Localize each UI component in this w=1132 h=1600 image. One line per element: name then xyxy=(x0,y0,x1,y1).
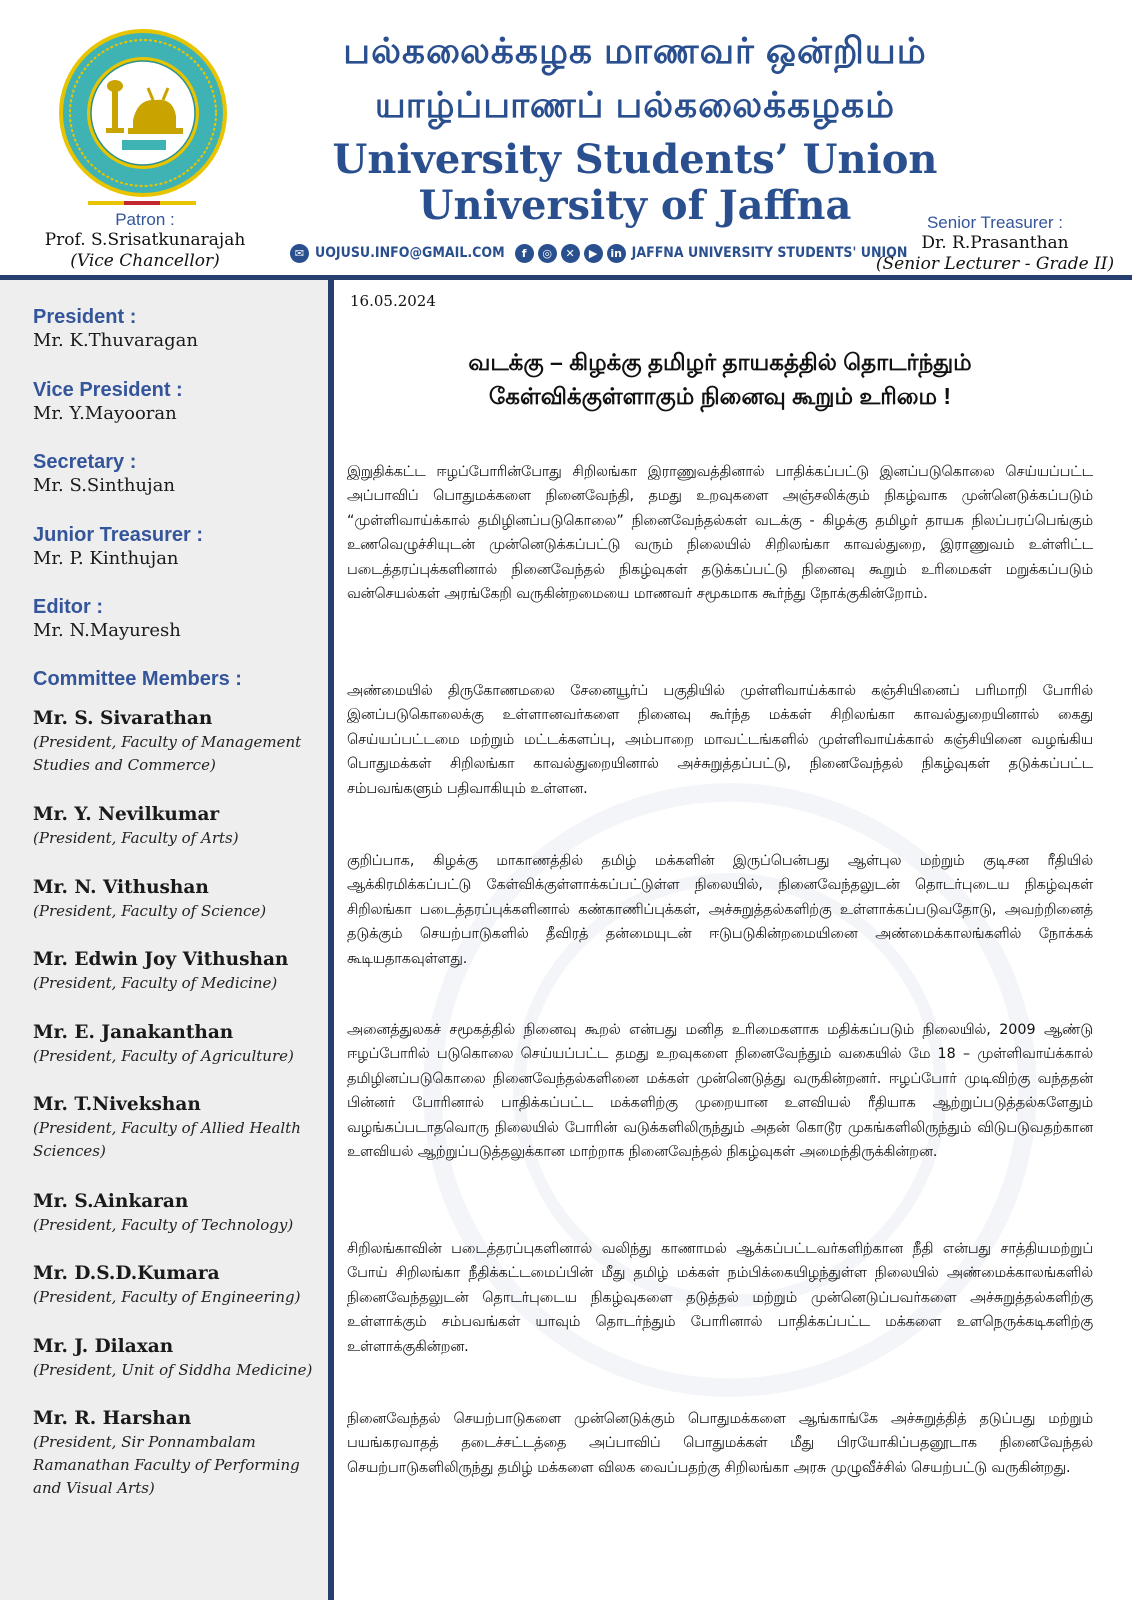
title-english-line-1: University Students’ Union xyxy=(332,136,938,183)
officer-name: Mr. Y.Mayooran xyxy=(33,403,177,424)
member-name: Mr. Y. Nevilkumar xyxy=(33,804,220,825)
committee-member xyxy=(33,1021,323,1068)
member-name: Mr. J. Dilaxan xyxy=(33,1336,174,1357)
letter-title xyxy=(340,345,1100,413)
senior-treasurer-label: Senior Treasurer : xyxy=(926,213,1064,232)
committee-member xyxy=(33,1335,323,1382)
logo-color-bar xyxy=(88,201,198,205)
committee-member xyxy=(33,1407,323,1500)
senior-treasurer-role: (Senior Lecturer - Grade II) xyxy=(875,254,1115,274)
officer-president xyxy=(33,305,198,353)
member-name: Mr. D.S.D.Kumara xyxy=(33,1263,220,1284)
letter-paragraph: குறிப்பாக, கிழக்கு மாகாணத்தில் தமிழ் மக்களின் இருப்பென்பது ஆள்புல மற்றும் குடிசன ரீதியில் ஆக்கிரமிக்கப்பட்டு கேள்விக்குள்ளாக்கப்பட்டுள்ள நிலையில், நினைவேந்தலுடன் தொடர்புடைய நிகழ்வுகள் சிறிலங்கா படைத்தரப்புக்களினால் கண்காணிப்புக்கள், அச்சுறுத்தல்களிற்கு உள்ளாக்கப்படுவதோடு, அவற்றினைத் தடுக்கும் செயற்பாடுகளில் தீவிரத் தன்மையுடன் ஈடுபடுகின்றமையினை அண்மைக்காலங்களில் நோக்கக் கூடியதாகவுள்ளது. xyxy=(347,853,1093,967)
committee-member xyxy=(33,1093,323,1163)
member-role: (President, Faculty of Management Studies and Commerce) xyxy=(33,733,302,774)
member-role: (President, Faculty of Allied Health Sciences) xyxy=(33,1119,301,1160)
x-icon[interactable]: ✕ xyxy=(561,244,580,263)
member-role: (President, Unit of Siddha Medicine) xyxy=(33,1361,313,1379)
member-name: Mr. S. Sivarathan xyxy=(33,708,213,729)
committee-member xyxy=(33,1190,323,1237)
title-tamil-line-1: பல்கலைக்கழக மாணவர் ஒன்றியம் xyxy=(343,30,927,71)
letterhead xyxy=(0,0,1132,280)
facebook-icon[interactable]: f xyxy=(515,244,534,263)
member-role: (President, Faculty of Medicine) xyxy=(33,974,278,992)
committee-heading xyxy=(33,667,242,691)
sidebar-divider xyxy=(328,280,334,1600)
letter-title-line-1: வடக்கு – கிழக்கு தமிழர் தாயகத்தில் தொடர்ந்தும் xyxy=(468,349,972,375)
social-handle: JAFFNA UNIVERSITY STUDENTS' UNION xyxy=(631,245,908,261)
senior-treasurer-name: Dr. R.Prasanthan xyxy=(921,233,1069,253)
officer-junior-treasurer xyxy=(33,523,203,571)
officer-name: Mr. P. Kinthujan xyxy=(33,548,179,569)
officer-name: Mr. S.Sinthujan xyxy=(33,475,175,496)
committee-member xyxy=(33,1262,323,1309)
title-tamil-line-2: யாழ்ப்பாணப் பல்கலைக்கழகம் xyxy=(374,84,896,125)
patron-role: (Vice Chancellor) xyxy=(70,251,220,271)
member-role: (President, Faculty of Arts) xyxy=(33,829,239,847)
officer-label: Junior Treasurer : xyxy=(33,524,204,546)
patron-name: Prof. S.Srisatkunarajah xyxy=(44,230,246,250)
member-name: Mr. S.Ainkaran xyxy=(33,1191,189,1212)
letter-paragraph: அண்மையில் திருகோணமலை சேனையூர்ப் பகுதியில் முள்ளிவாய்க்கால் கஞ்சியினைப் பரிமாறி போரில் இனப்படுகொலைக்கு உள்ளானவர்களை நினைவு கூர்ந்த மக்கள் சிறிலங்கா காவல்துறையினால் கைது செய்யப்பட்டமை மற்றும் மட்டக்களப்பு, அம்பாறை மாவட்டங்களில் முள்ளிவாய்க்கால் கஞ்சியினை வழங்கிய பொதுமக்கள் சிறிலங்கா காவல்துறையினால் அச்சுறுத்தப்பட்டு, நினைவேந்தல் நிகழ்வுகள் தடுக்கப்பட்ட சம்பவங்களும் பதிவாகியும் உள்ளன. xyxy=(347,683,1093,797)
member-role: (President, Faculty of Science) xyxy=(33,902,267,920)
member-name: Mr. R. Harshan xyxy=(33,1408,192,1429)
officer-vice-president xyxy=(33,378,183,426)
linkedin-icon[interactable]: in xyxy=(607,244,626,263)
committee-member xyxy=(33,803,323,850)
member-name: Mr. T.Nivekshan xyxy=(33,1094,201,1115)
contact-bar xyxy=(290,240,908,266)
title-english-line-2: University of Jaffna xyxy=(418,182,852,229)
committee-member xyxy=(33,707,323,777)
letter-date: 16.05.2024 xyxy=(350,292,436,310)
officer-label: Editor : xyxy=(33,596,103,618)
officer-label: Vice President : xyxy=(33,379,183,401)
instagram-icon[interactable]: ◎ xyxy=(538,244,557,263)
email-icon: ✉ xyxy=(290,244,309,263)
member-role: (President, Faculty of Technology) xyxy=(33,1216,294,1234)
officer-name: Mr. N.Mayuresh xyxy=(33,620,181,641)
letter-paragraph: சிறிலங்காவின் படைத்தரப்புகளினால் வலிந்து காணாமல் ஆக்கப்பட்டவர்களிற்கான நீதி என்பது சாத்தியமற்றுப் போய் சிறிலங்கா நீதிக்கட்டமைப்பின் மீது தமிழ் மக்கள் நம்பிக்கையிழந்துள்ள நிலையில் அண்மைக்காலங்களில் நினைவேந்தலுடன் தொடர்புடைய நிகழ்வுகளை தடுத்தல் மற்றும் முன்னெடுப்பவர்களை அச்சுறுத்தல்களிற்கு உள்ளாக்கும் சம்பவங்கள் யாவும் தொடர்ந்தும் போரினால் பாதிக்கப்பட்ட மக்களை உளநெருக்கடிகளிற்கு உள்ளாக்குகின்றன. xyxy=(347,1241,1093,1355)
letter-paragraph: நினைவேந்தல் செயற்பாடுகளை முன்னெடுக்கும் பொதுமக்களை ஆங்காங்கே அச்சுறுத்தித் தடுப்பது மற்றும் பயங்கரவாதத் தடைச்சட்டத்தை அப்பாவிப் பொதுமக்கள் மீது பிரயோகிப்பதனூடாக நினைவேந்தல் செயற்பாடுகளிலிருந்து தமிழ் மக்களை விலக வைப்பதற்கு சிறிலங்கா அரசு முழுவீச்சில் செயற்பட்டு வருகின்றது. xyxy=(347,1411,1093,1476)
officer-label: Secretary : xyxy=(33,451,137,473)
member-name: Mr. E. Janakanthan xyxy=(33,1022,234,1043)
member-name: Mr. Edwin Joy Vithushan xyxy=(33,949,289,970)
letter-paragraph: அனைத்துலகச் சமூகத்தில் நினைவு கூறல் என்பது மனித உரிமைகளாக மதிக்கப்படும் நிலையில், 2009 ஆண்டு ஈழப்போரில் படுகொலை செய்யப்பட்ட தமது உறவுகளை நினைவேந்தும் வகையில் மே 18 – முள்ளிவாய்க்கால் தமிழினப்படுகொலை நினைவேந்தல்களினை மக்கள் முன்னெடுத்து வருகின்றனர். ஈழப்போர் முடிவிற்கு வந்ததன் பின்னர் போரினால் பாதிக்கப்பட்ட மக்களிற்கு முறையான உளவியல் ரீதியாக ஆற்றுப்படுத்தல்களேதும் வழங்கப்படாதவொரு நிலையில் போரின் வடுக்களிலிருந்தும் அதன் கொடூர முகங்களிலிருந்தும் விடுபடுவதற்கான உளவியல் ஆற்றுப்படுத்தலுக்கான மாற்றாக நினைவேந்தல் நிகழ்வுகள் அமைந்திருக்கின்றன. xyxy=(347,1022,1093,1161)
member-role: (President, Faculty of Engineering) xyxy=(33,1288,301,1306)
patron-label: Patron : xyxy=(115,210,175,229)
senior-treasurer-block xyxy=(870,213,1120,275)
university-logo xyxy=(58,28,228,198)
committee-member xyxy=(33,948,323,995)
member-role: (President, Sir Ponnambalam Ramanathan Faculty of Performing and Visual Arts) xyxy=(33,1433,300,1497)
officer-editor xyxy=(33,595,181,643)
officer-label: President : xyxy=(33,306,137,328)
officer-secretary xyxy=(33,450,175,498)
email-link[interactable]: UOJUSU.INFO@GMAIL.COM xyxy=(315,245,505,261)
committee-member xyxy=(33,876,323,923)
committee-label: Committee Members : xyxy=(33,668,242,690)
member-name: Mr. N. Vithushan xyxy=(33,877,209,898)
letter-title-line-2: கேள்விக்குள்ளாகும் நினைவு கூறும் உரிமை ! xyxy=(488,383,952,409)
member-role: (President, Faculty of Agriculture) xyxy=(33,1047,294,1065)
officer-name: Mr. K.Thuvaragan xyxy=(33,330,198,351)
letter-paragraph: இறுதிக்கட்ட ஈழப்போரின்போது சிறிலங்கா இராணுவத்தினால் பாதிக்கப்பட்டு இனப்படுகொலை செய்யப்பட்ட அப்பாவிப் பொதுமக்களை நினைவேந்தி, தமது உறவுகளை அஞ்சலிக்கும் நிகழ்வாக முன்னெடுக்கப்படும் “முள்ளிவாய்க்கால் தமிழினப்படுகொலை” நினைவேந்தல்கள் வடக்கு - கிழக்கு தமிழர் தாயக நிலப்பரப்பெங்கும் உணவெழுச்சியுடன் முன்னெடுக்கப்பட்டு வரும் நிலையில் சிறிலங்கா காவல்துறை, இராணுவம் உள்ளிட்ட படைத்தரப்புக்களினால் நினைவேந்தல் நிகழ்வுகள் தடுக்கப்பட்டு நினைவு கூறும் உரிமைகள் மறுக்கப்படும் வன்செயல்கள் அரங்கேறி வருகின்றமையை மாணவர் சமூகமாக கூர்ந்து நோக்குகின்றோம். xyxy=(347,464,1093,603)
youtube-icon[interactable]: ▶ xyxy=(584,244,603,263)
